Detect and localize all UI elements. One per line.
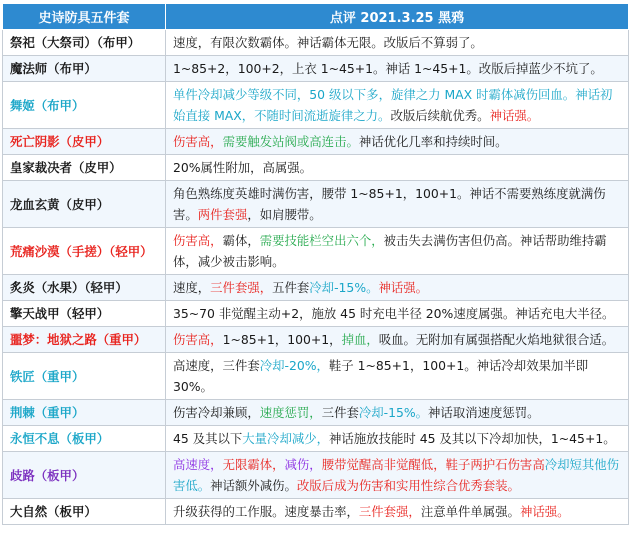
table-row — [3, 353, 629, 400]
review-text-segment: 霸体， — [222, 233, 260, 248]
set-name-text: 大自然（板甲） — [10, 504, 97, 519]
review-cell — [166, 452, 629, 499]
set-name-text: 铁匠（重甲） — [10, 368, 85, 384]
review-cell — [166, 426, 629, 452]
review-text-segment: 神话优化几率和持续时间。 — [358, 134, 508, 149]
review-text-segment: 两件套强 — [197, 207, 248, 222]
review-text-segment: 需要技能栏空出六个， — [259, 233, 384, 248]
set-name-text: 舞姬（布甲） — [10, 97, 85, 113]
table-row — [3, 426, 629, 452]
set-name-cell — [3, 56, 166, 82]
review-text-segment: 改版后成为伤害和实用性综合优秀套装。 — [296, 478, 520, 493]
review-text-segment: 1~85+2，100+2，上衣 1~45+1。神话 1~45+1。改版后掉蓝少不坑了。 — [173, 61, 603, 76]
set-name-cell — [3, 452, 166, 499]
table-row — [3, 499, 629, 525]
table-header-row — [3, 4, 629, 30]
review-text-segment: 速度， — [173, 280, 211, 295]
table-row — [3, 30, 629, 56]
review-text-segment: 冷却-15%。 — [309, 280, 379, 295]
review-text-segment: ，如肩腰带。 — [247, 207, 322, 222]
review-cell — [166, 56, 629, 82]
set-name-text: 永恒不息（板甲） — [10, 431, 110, 446]
review-text-segment: 减伤， — [284, 457, 322, 472]
review-text-segment: 1~85+1，100+1， — [222, 332, 342, 347]
table-row — [3, 56, 629, 82]
review-cell — [166, 82, 629, 129]
review-cell — [166, 400, 629, 426]
set-name-text: 魔法师（布甲） — [10, 61, 97, 76]
table-row — [3, 275, 629, 301]
review-cell — [166, 181, 629, 228]
review-cell — [166, 499, 629, 525]
review-text-segment: 单件冷却减少等级不同，50 级以下多，旋律之力 MAX 时霸体减伤回血。 — [173, 87, 576, 102]
set-name-text: 炙炎（水果）（轻甲） — [10, 280, 128, 295]
table-row — [3, 181, 629, 228]
review-cell — [166, 155, 629, 181]
armor-set-review-table-container — [2, 3, 628, 525]
table-row — [3, 228, 629, 275]
table-row — [3, 129, 629, 155]
set-name-text: 擎天战甲（轻甲） — [10, 306, 110, 321]
review-text-segment: 速度惩罚， — [259, 405, 322, 420]
armor-set-review-table — [2, 3, 629, 525]
review-text-segment: 20%属性附加，高属强。 — [173, 160, 313, 175]
set-name-cell — [3, 181, 166, 228]
review-text-segment: 35~70 非觉醒主动+2，施放 45 时充电半径 20%速度属强。神话充电大半径。 — [173, 306, 615, 321]
review-text-segment: 伤害高， — [173, 332, 223, 347]
review-text-segment: 五件套 — [272, 280, 310, 295]
set-name-cell — [3, 301, 166, 327]
review-text-segment: 神话强。 — [489, 108, 540, 123]
set-name-cell — [3, 400, 166, 426]
review-text-segment: 腰带觉醒高非觉醒低， — [321, 457, 446, 472]
review-text-segment: 高速度，三件套 — [173, 358, 260, 373]
review-cell — [166, 327, 629, 353]
review-text-segment: 三件套强， — [210, 280, 273, 295]
set-name-cell — [3, 30, 166, 56]
review-text-segment: 冷却-20%， — [259, 358, 329, 373]
header-set-name: 史诗防具五件套 — [3, 4, 166, 30]
table-row — [3, 400, 629, 426]
set-name-text: 皇家裁决者（皮甲） — [10, 160, 122, 175]
review-text-segment: 三件套强， — [358, 504, 421, 519]
set-name-cell — [3, 228, 166, 275]
table-row — [3, 155, 629, 181]
set-name-cell — [3, 353, 166, 400]
set-name-cell — [3, 155, 166, 181]
set-name-text: 祭祀（大祭司）（布甲） — [10, 35, 141, 50]
review-text-segment: 需要触发站阀或高连击。 — [222, 134, 359, 149]
set-name-cell — [3, 499, 166, 525]
review-text-segment: 神话取消速度惩罚。 — [428, 405, 540, 420]
review-cell — [166, 30, 629, 56]
review-text-segment: 吸血。无附加有属强搭配火焰地狱很合适。 — [378, 332, 615, 347]
set-name-cell — [3, 327, 166, 353]
review-text-segment: 升级获得的工作服。速度暴击率， — [173, 504, 359, 519]
review-text-segment: 神话施放技能时 45 及其以下冷却加快，1~45+1。 — [329, 431, 616, 446]
review-text-segment: 冷却短其他伤害低。 — [173, 457, 620, 493]
set-name-text: 歧路（板甲） — [10, 467, 85, 483]
set-name-text: 龙血玄黄（皮甲） — [10, 196, 110, 212]
review-text-segment: 鞋子两护石伤害高 — [445, 457, 545, 472]
review-text-segment: 神话额外减伤。 — [210, 478, 297, 493]
review-text-segment: 神话强。 — [519, 504, 570, 519]
set-name-text: 荒痛沙漠（手搓）（轻甲） — [10, 243, 153, 259]
header-review: 点评 2021.3.25 黑鸦 — [166, 4, 629, 30]
review-cell — [166, 275, 629, 301]
review-cell — [166, 228, 629, 275]
review-text-segment: 注意单件单属强。 — [420, 504, 520, 519]
review-cell — [166, 301, 629, 327]
review-text-segment: 角色熟练度英雄时满伤害，腰带 1~85+1，100+1。神话不需要熟练度就满伤害。 — [173, 186, 606, 222]
review-text-segment: 鞋子 1~85+1，100+1。神话冷却效果加半即 30%。 — [173, 358, 589, 394]
review-text-segment: 掉血， — [341, 332, 379, 347]
set-name-text: 死亡阴影（皮甲） — [10, 134, 110, 149]
review-text-segment: 伤害高， — [173, 134, 223, 149]
review-text-segment: 冷却-15%。 — [358, 405, 429, 420]
review-text-segment: 三件套 — [321, 405, 359, 420]
set-name-text: 噩梦：地狱之路（重甲） — [10, 332, 147, 347]
review-text-segment: 45 及其以下 — [173, 431, 243, 446]
table-row — [3, 327, 629, 353]
review-text-segment: 大量冷却减少， — [242, 431, 330, 446]
review-text-segment: 被击失去满伤害但仍高。神话帮助维持霸体，减少被击影响。 — [173, 233, 607, 269]
review-cell — [166, 353, 629, 400]
review-text-segment: 伤害冷却兼顾， — [173, 405, 260, 420]
set-name-cell — [3, 129, 166, 155]
table-row — [3, 301, 629, 327]
table-body — [3, 30, 629, 525]
review-cell — [166, 129, 629, 155]
set-name-cell — [3, 426, 166, 452]
review-text-segment: 速度，有限次数霸体。神话霸体无限。改版后不算弱了。 — [173, 35, 483, 50]
set-name-cell — [3, 275, 166, 301]
review-text-segment: 无限霸体， — [222, 457, 285, 472]
review-text-segment: 高速度， — [173, 457, 223, 472]
review-text-segment: 改版后续航优秀。 — [390, 108, 490, 123]
table-row — [3, 452, 629, 499]
table-row — [3, 82, 629, 129]
set-name-text: 荆棘（重甲） — [10, 405, 85, 420]
review-text-segment: 神话初始直接 MAX，不随时间流逝旋律之力。 — [173, 87, 613, 123]
set-name-cell — [3, 82, 166, 129]
review-text-segment: 神话强。 — [378, 280, 429, 295]
review-text-segment: 伤害高， — [173, 233, 223, 248]
